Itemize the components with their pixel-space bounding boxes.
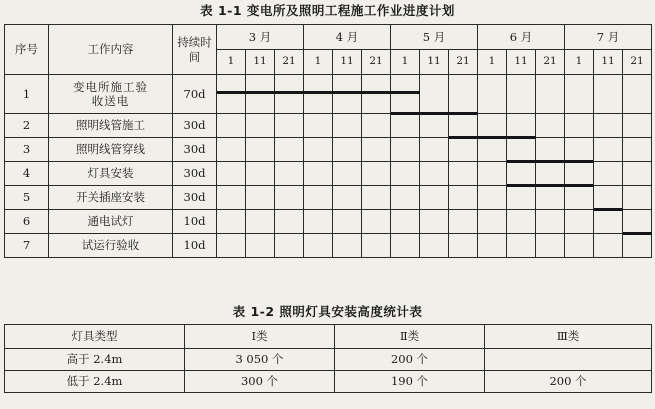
cell-value: 200 个: [335, 349, 485, 371]
gantt-bar: [477, 136, 507, 139]
gantt-bar: [623, 232, 652, 235]
task-name: 开关插座安装: [49, 186, 173, 210]
gantt-bar: [391, 112, 420, 115]
day-header: 21: [275, 50, 304, 75]
gantt-cell: [420, 234, 449, 258]
schedule-table: [4, 24, 652, 258]
task-no: 3: [5, 138, 49, 162]
task-no: 2: [5, 114, 49, 138]
gantt-cell: [449, 162, 478, 186]
gantt-cell: [246, 162, 275, 186]
gantt-cell: [217, 75, 246, 114]
month-header: 4 月: [304, 25, 391, 50]
gantt-cell: [304, 234, 333, 258]
gantt-cell: [333, 138, 362, 162]
header-lamp-type: 灯具类型: [5, 325, 185, 349]
gantt-cell: [275, 186, 304, 210]
day-header: 11: [507, 50, 536, 75]
gantt-cell: [275, 234, 304, 258]
gantt-cell: [304, 75, 333, 114]
month-header: 5 月: [391, 25, 478, 50]
gantt-cell: [246, 114, 275, 138]
gantt-cell: [420, 138, 449, 162]
task-no: 6: [5, 210, 49, 234]
gantt-cell: [217, 210, 246, 234]
gantt-cell: [478, 75, 507, 114]
gantt-cell: [391, 234, 420, 258]
gantt-cell: [507, 234, 536, 258]
gantt-cell: [362, 162, 391, 186]
gantt-cell: [304, 138, 333, 162]
day-header: 21: [362, 50, 391, 75]
header-task: 工作内容: [49, 25, 173, 75]
gantt-bar: [332, 91, 362, 94]
gantt-cell: [304, 210, 333, 234]
gantt-cell: [449, 138, 478, 162]
gantt-cell: [478, 138, 507, 162]
gantt-cell: [420, 114, 449, 138]
gantt-cell: [449, 234, 478, 258]
gantt-cell: [362, 186, 391, 210]
gantt-cell: [304, 162, 333, 186]
gantt-cell: [594, 162, 623, 186]
header-class-2: Ⅱ类: [335, 325, 485, 349]
row-label: 低于 2.4m: [5, 371, 185, 393]
gantt-bar: [245, 91, 275, 94]
task-name: 通电试灯: [49, 210, 173, 234]
task-duration: 30d: [173, 138, 217, 162]
cell-value: 3 050 个: [185, 349, 335, 371]
gantt-cell: [594, 234, 623, 258]
gantt-bar: [535, 184, 565, 187]
gantt-cell: [594, 75, 623, 114]
cell-value: 200 个: [485, 371, 652, 393]
day-header: 21: [536, 50, 565, 75]
gantt-cell: [246, 234, 275, 258]
gantt-cell: [594, 210, 623, 234]
task-duration: 70d: [173, 75, 217, 114]
table-row: [5, 186, 652, 210]
gantt-cell: [333, 114, 362, 138]
gantt-cell: [507, 75, 536, 114]
task-no: 5: [5, 186, 49, 210]
task-duration: 10d: [173, 210, 217, 234]
gantt-cell: [536, 114, 565, 138]
gantt-cell: [623, 186, 652, 210]
task-name: 照明线管施工: [49, 114, 173, 138]
header-class-1: Ⅰ类: [185, 325, 335, 349]
gantt-cell: [304, 186, 333, 210]
day-header: 11: [420, 50, 449, 75]
gantt-cell: [362, 210, 391, 234]
table-row: [5, 114, 652, 138]
gantt-bar: [361, 91, 391, 94]
gantt-cell: [449, 210, 478, 234]
day-header: 21: [449, 50, 478, 75]
task-no: 4: [5, 162, 49, 186]
gantt-cell: [420, 162, 449, 186]
cell-value: 300 个: [185, 371, 335, 393]
gantt-cell: [217, 114, 246, 138]
gantt-cell: [507, 162, 536, 186]
gantt-cell: [565, 138, 594, 162]
gantt-cell: [536, 234, 565, 258]
gantt-cell: [594, 186, 623, 210]
table-row: [5, 210, 652, 234]
gantt-cell: [333, 210, 362, 234]
gantt-cell: [449, 75, 478, 114]
gantt-cell: [536, 186, 565, 210]
gantt-bar: [564, 184, 594, 187]
gantt-cell: [391, 162, 420, 186]
gantt-bar: [506, 136, 536, 139]
day-header: 1: [217, 50, 246, 75]
gantt-cell: [594, 114, 623, 138]
gantt-cell: [275, 138, 304, 162]
gantt-cell: [275, 75, 304, 114]
table2-title: 表 1-2 照明灯具安装高度统计表: [232, 304, 423, 319]
table-row: [5, 138, 652, 162]
table-row: [5, 162, 652, 186]
day-header: 1: [304, 50, 333, 75]
task-name: 灯具安装: [49, 162, 173, 186]
gantt-cell: [333, 186, 362, 210]
gantt-cell: [565, 210, 594, 234]
table-row: [5, 75, 652, 114]
gantt-bar: [217, 91, 246, 94]
gantt-cell: [333, 75, 362, 114]
day-header: 1: [565, 50, 594, 75]
cell-value: [485, 349, 652, 371]
gantt-bar: [390, 91, 420, 94]
gantt-cell: [362, 234, 391, 258]
gantt-cell: [536, 162, 565, 186]
gantt-cell: [507, 138, 536, 162]
gantt-cell: [420, 210, 449, 234]
gantt-cell: [362, 114, 391, 138]
gantt-cell: [478, 234, 507, 258]
header-duration: 持续时间: [173, 25, 217, 75]
gantt-cell: [507, 186, 536, 210]
day-header: 11: [246, 50, 275, 75]
header-no: 序号: [5, 25, 49, 75]
gantt-cell: [217, 138, 246, 162]
gantt-bar: [507, 184, 536, 187]
gantt-cell: [391, 75, 420, 114]
gantt-cell: [565, 75, 594, 114]
gantt-cell: [362, 138, 391, 162]
gantt-cell: [391, 114, 420, 138]
gantt-cell: [275, 162, 304, 186]
gantt-cell: [246, 210, 275, 234]
header-class-3: Ⅲ类: [485, 325, 652, 349]
gantt-cell: [565, 186, 594, 210]
row-label: 高于 2.4m: [5, 349, 185, 371]
gantt-cell: [623, 234, 652, 258]
gantt-cell: [623, 138, 652, 162]
task-name: 照明线管穿线: [49, 138, 173, 162]
gantt-cell: [536, 75, 565, 114]
gantt-cell: [536, 210, 565, 234]
gantt-bar: [594, 208, 623, 211]
month-header: 3 月: [217, 25, 304, 50]
cell-value: 190 个: [335, 371, 485, 393]
gantt-bar: [507, 160, 536, 163]
task-duration: 30d: [173, 114, 217, 138]
gantt-cell: [391, 210, 420, 234]
gantt-cell: [623, 162, 652, 186]
gantt-cell: [478, 162, 507, 186]
table1-title: 表 1-1 变电所及照明工程施工作业进度计划: [200, 3, 455, 18]
gantt-cell: [623, 114, 652, 138]
gantt-cell: [420, 75, 449, 114]
gantt-cell: [362, 75, 391, 114]
gantt-cell: [333, 234, 362, 258]
gantt-cell: [478, 210, 507, 234]
gantt-cell: [623, 210, 652, 234]
gantt-bar: [448, 112, 478, 115]
gantt-bar: [274, 91, 304, 94]
gantt-bar: [535, 160, 565, 163]
task-duration: 30d: [173, 186, 217, 210]
month-header: 7 月: [565, 25, 652, 50]
gantt-cell: [246, 75, 275, 114]
gantt-cell: [478, 186, 507, 210]
task-duration: 10d: [173, 234, 217, 258]
table-row: [5, 234, 652, 258]
gantt-cell: [478, 114, 507, 138]
gantt-bar: [303, 91, 333, 94]
day-header: 11: [333, 50, 362, 75]
month-header: 6 月: [478, 25, 565, 50]
day-header: 1: [478, 50, 507, 75]
gantt-cell: [449, 114, 478, 138]
gantt-cell: [536, 138, 565, 162]
gantt-cell: [217, 234, 246, 258]
gantt-cell: [565, 234, 594, 258]
task-no: 1: [5, 75, 49, 114]
gantt-bar: [449, 136, 478, 139]
gantt-cell: [420, 186, 449, 210]
gantt-cell: [507, 210, 536, 234]
day-header: 11: [594, 50, 623, 75]
gantt-bar: [419, 112, 449, 115]
gantt-bar: [564, 160, 594, 163]
gantt-cell: [275, 114, 304, 138]
height-stats-table: [4, 324, 652, 393]
gantt-cell: [449, 186, 478, 210]
gantt-cell: [246, 138, 275, 162]
gantt-cell: [333, 162, 362, 186]
gantt-cell: [623, 75, 652, 114]
gantt-cell: [304, 114, 333, 138]
task-name: 试运行验收: [49, 234, 173, 258]
gantt-cell: [565, 114, 594, 138]
task-no: 7: [5, 234, 49, 258]
gantt-cell: [391, 138, 420, 162]
gantt-cell: [507, 114, 536, 138]
task-name: 变电所施工验收送电: [49, 75, 173, 114]
day-header: 21: [623, 50, 652, 75]
gantt-cell: [594, 138, 623, 162]
day-header: 1: [391, 50, 420, 75]
gantt-cell: [565, 162, 594, 186]
gantt-cell: [391, 186, 420, 210]
gantt-cell: [217, 162, 246, 186]
task-duration: 30d: [173, 162, 217, 186]
gantt-cell: [275, 210, 304, 234]
gantt-cell: [246, 186, 275, 210]
gantt-cell: [217, 186, 246, 210]
